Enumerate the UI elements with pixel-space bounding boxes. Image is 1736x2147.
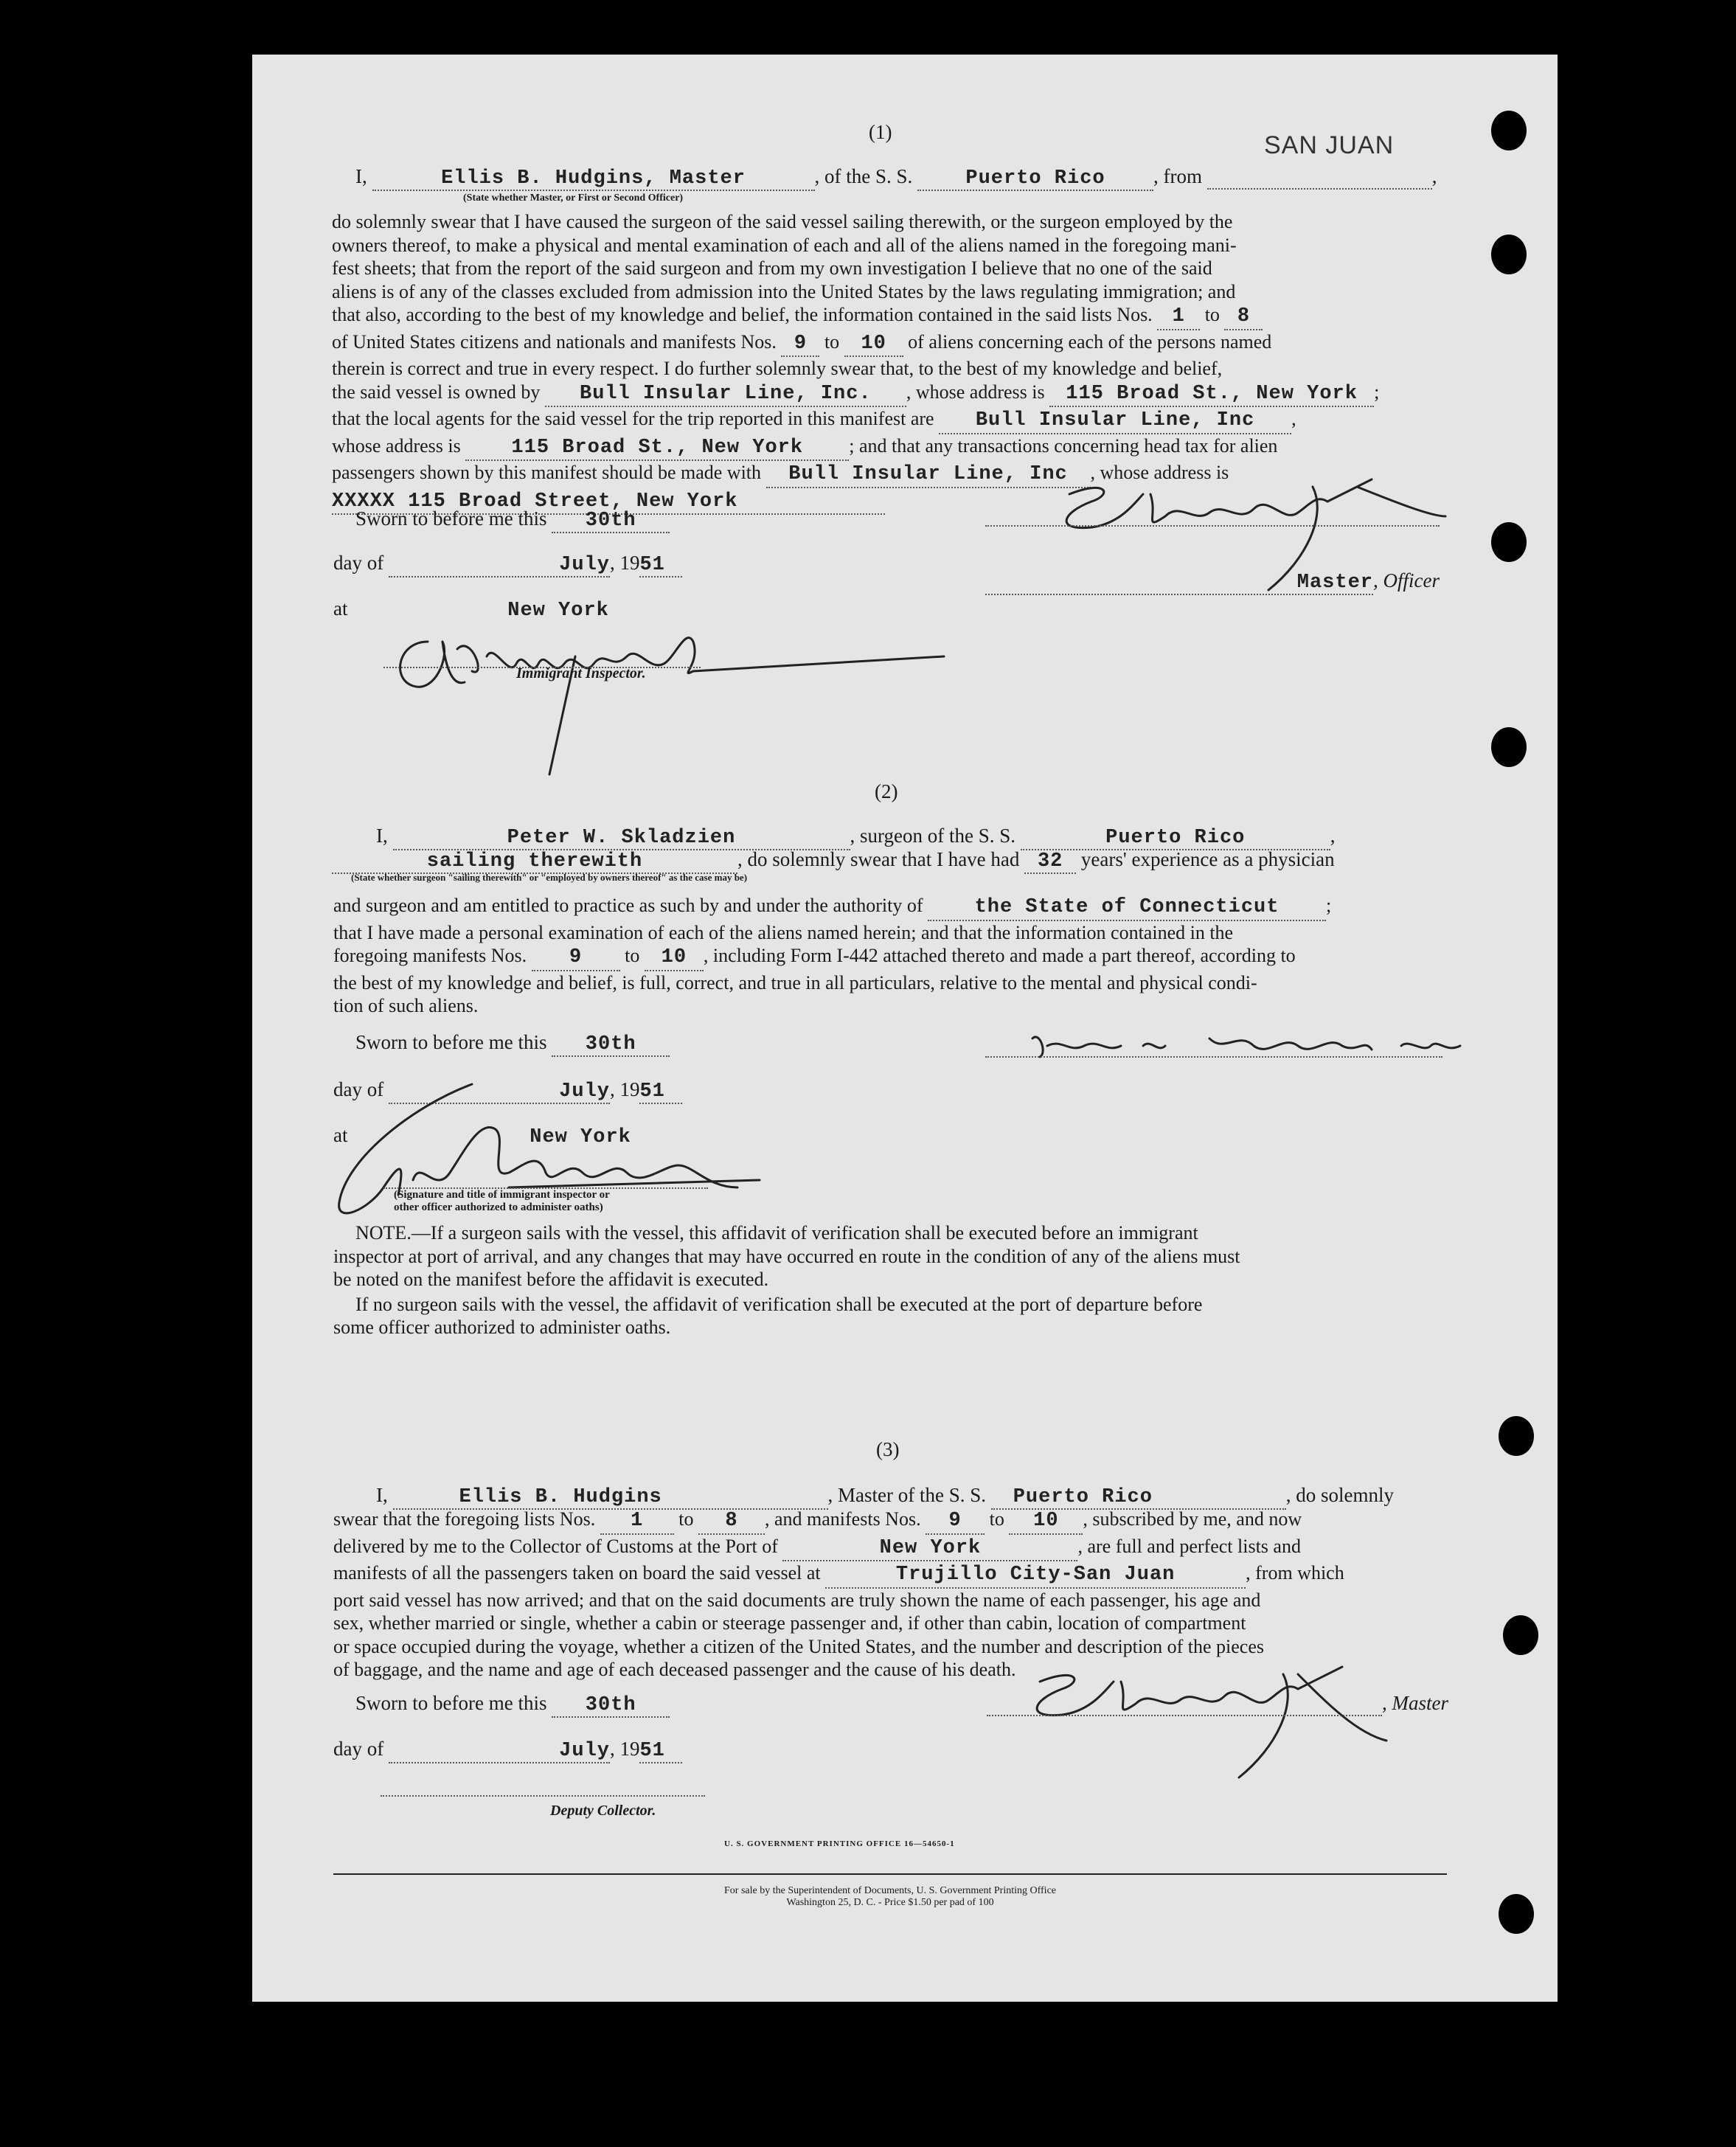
manifest-from-field-3: 9 [926,1510,985,1535]
sworn-line-2: Sworn to before me this 30th [355,1031,670,1057]
manifest-from-field-2: 9 [532,946,620,971]
footer: For sale by the Superintendent of Documents, U. S. Government Printing Office Washington 25, D. C. - Price $1.50 per pad of 100 [724,1885,1056,1908]
manifest-to-field-2: 10 [645,946,704,971]
year-field: 51 [639,554,682,577]
day-of-line-2: day of July, 1951 [333,1078,682,1104]
sworn-line: Sworn to before me this 30th [355,507,670,533]
collector-line [381,1795,705,1797]
at-line: at New York [333,597,609,622]
name-note: (State whether Master, or First or Second Officer) [463,192,684,204]
year-field-2: 51 [639,1081,682,1104]
sworn-day-field-3: 30th [552,1694,670,1718]
section-3-number: (3) [876,1438,900,1460]
list-from-field-3: 1 [600,1510,674,1535]
section-2-body: and surgeon and am entitled to practice as such by and under the authority of the State of Connecticut ; that I have made a personal examination of each of the aliens named herein; and that the information contained in the foregoing manifests Nos. 9 to 10 , including Form I-442 attached thereto and made a part thereof, according to the best of my knowledge and belief, is full, correct, and true in all particulars, relative to the mental and physical condi- tion of such aliens. [333,895,1332,1016]
surgeon-signature [1018,1024,1475,1068]
of-ss-label: , of the S. S. [814,165,913,187]
punch-hole [1499,1416,1534,1456]
section-1-opening: I, Ellis B. Hudgins, Master , of the S. S. Puerto Rico , from , [355,165,1437,190]
surgeon-signature-line [985,1056,1442,1058]
place-value-2: New York [530,1126,631,1148]
section-1-number: (1) [869,121,892,143]
punch-hole [1491,522,1527,562]
paragraph-line: the said vessel is owned by Bull Insular Line, Inc. , whose address is 115 Broad St., New York ; [332,381,1445,408]
agents-address-field: 115 Broad St., New York [465,437,849,462]
manifest-from-field: 9 [781,333,819,358]
headtax-address-field: XXXXX 115 Broad Street, New York [332,490,885,516]
master-signature-line [985,525,1440,527]
punch-hole [1499,1894,1534,1934]
collector-title: Deputy Collector. [550,1803,656,1819]
departure-field: Trujillo City-San Juan [825,1564,1246,1589]
ship-name-field: Puerto Rico [917,167,1153,191]
section-1-body [332,210,1445,515]
signature-note: (Signature and title of immigrant inspector or other officer authorized to administer oaths) [394,1189,610,1213]
list-from-field: 1 [1157,305,1200,330]
punch-hole [1491,727,1527,767]
paragraph-line: that also, according to the best of my knowledge and belief, the information contained in the said lists Nos. 1 to 8 [332,303,1445,330]
year-field-3: 51 [639,1740,682,1763]
paragraph-line: passengers shown by this manifest should be made with Bull Insular Line, Inc , whose address is [332,461,1445,488]
owner-field: Bull Insular Line, Inc. [545,383,906,408]
master-line-3: , Master [987,1692,1448,1716]
section-2-opening: I, Peter W. Skladzien , surgeon of the S. S. Puerto Rico , [376,825,1336,849]
port-stamp: SAN JUAN [1264,131,1395,159]
month-field: July [389,554,610,577]
paragraph-line: that the local agents for the said vessel for the trip reported in this manifest are Bull Insular Line, Inc , [332,407,1445,434]
section-2-number: (2) [875,780,898,802]
sworn-line-3: Sworn to before me this 30th [355,1692,670,1718]
manifest-to-field-3: 10 [1009,1510,1083,1535]
officer-line: Master, Officer [985,569,1440,595]
inspector-signature [383,612,959,782]
agents-field: Bull Insular Line, Inc [939,409,1291,434]
section-3-opening: I, Ellis B. Hudgins , Master of the S. S. Puerto Rico , do solemnly [376,1484,1394,1508]
headtax-field: Bull Insular Line, Inc [766,463,1091,488]
officer-rank-field: Master [985,572,1373,595]
paragraph-line: aliens is of any of the classes excluded from admission into the United States by the laws regulating immigration; and [332,280,1236,302]
manifest-to-field: 10 [844,333,903,358]
at-line-2: at New York [333,1124,631,1148]
master-name-field-3: Ellis B. Hudgins [393,1486,828,1510]
list-to-field: 8 [1224,305,1263,330]
list-to-field-3: 8 [698,1510,765,1535]
years-field: 32 [1024,850,1076,874]
owner-address-field: 115 Broad St., New York [1049,383,1374,408]
ship-name-field-2: Puerto Rico [1021,827,1330,850]
paragraph-line: owners thereof, to make a physical and mental examination of each and all of the aliens named in the foregoing mani- [332,234,1237,256]
gpo-line: U. S. GOVERNMENT PRINTING OFFICE 16—54650-1 [724,1839,955,1848]
section-2-line2: sailing therewith , do solemnly swear that I have had 32 years' experience as a physician [332,848,1335,874]
surgeon-name-field: Peter W. Skladzien [393,827,850,850]
sworn-day-field-2: 30th [552,1033,670,1057]
from-label: , from [1153,165,1202,187]
section-3-body: swear that the foregoing lists Nos. 1 to 8 , and manifests Nos. 9 to 10 , subscribed by me, and now delivered by me to the Collector of Customs at the Port of New York , are full and perfect lists and manifests of all the passengers taken on board the said vessel at Trujillo City-San Juan , from which port said vessel has now arrived; and that on the said documents are truly shown the name of each passenger, his age and sex, whether married or single, whether a cabin or steerage passenger and, if other than cabin, location of compartment or space occupied during the voyage, whether a citizen of the United States, and the number and description of the pieces of baggage, and the name and age of each deceased passenger and the cause of his death. [333,1508,1344,1680]
punch-hole [1503,1615,1538,1655]
i-label: I, [355,165,367,187]
paragraph-line: therein is correct and true in every respect. I do further solemnly swear that, to the best of my knowledge and belief, [332,358,1223,379]
punch-hole [1491,235,1527,274]
port-field: New York [782,1537,1077,1562]
paragraph-line: fest sheets; that from the report of the said surgeon and from my own investigation I believe that no one of the said [332,257,1212,279]
footer-rule [333,1873,1447,1875]
month-field-2: July [389,1081,610,1104]
status-note: (State whether surgeon "sailing therewith" or "employed by owners thereof" as the case may be) [351,872,748,883]
paragraph-line: whose address is 115 Broad St., New York ; and that any transactions concerning head tax for alien [332,434,1445,462]
master-signature-3 [1018,1652,1401,1785]
master-signature-field-3 [987,1692,1382,1716]
paragraph-line: of United States citizens and nationals and manifests Nos. 9 to 10 of aliens concerning each of the persons named [332,330,1445,358]
day-of-line: day of July, 1951 [333,552,682,577]
master-name-field: Ellis B. Hudgins, Master [372,167,815,191]
paragraph-line: do solemnly swear that I have caused the surgeon of the said vessel sailing therewith, or the surgeon employed by the [332,211,1233,232]
month-field-3: July [389,1740,610,1763]
place-value: New York [507,600,609,622]
day-of-line-3: day of July, 1951 [333,1738,682,1763]
punch-hole [1491,111,1527,150]
sworn-day-field: 30th [552,510,670,533]
surgeon-note: NOTE.—If a surgeon sails with the vessel, this affidavit of verification shall be executed before an immigrant inspector at port of arrival, and any changes that may have occurred en route in the condition of any of the aliens must be noted on the manifest before the affidavit is executed. If no surgeon sails with the vessel, the affidavit of verification shall be executed at the port of departure before some officer authorized to administer oaths. [333,1222,1240,1338]
ship-name-field-3: Puerto Rico [991,1486,1286,1510]
from-field [1207,165,1432,190]
surgeon-status-field: sailing therewith [332,850,737,874]
inspector-title: Immigrant Inspector. [516,665,646,681]
authority-field: the State of Connecticut [928,896,1326,921]
